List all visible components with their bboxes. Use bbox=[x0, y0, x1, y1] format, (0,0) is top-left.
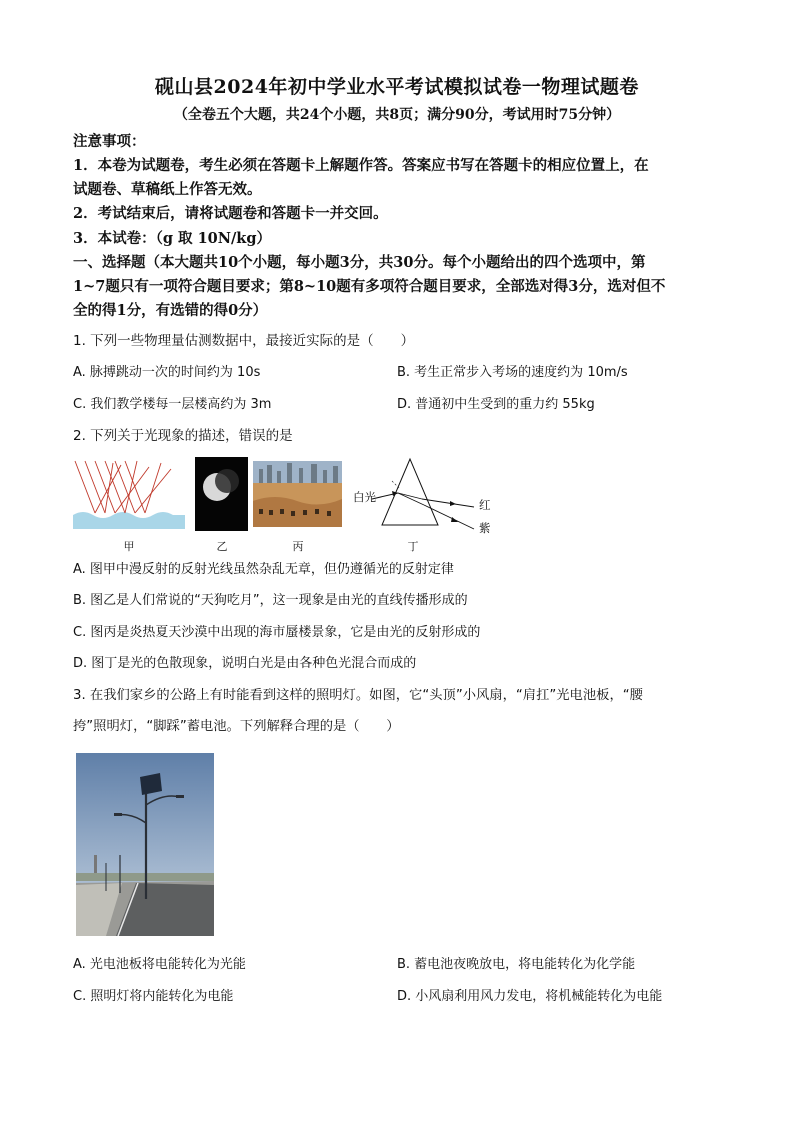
section-1-line-2: 1~7题只有一项符合题目要求；第8~10题有多项符合题目要求，全部选对得3分，选对但不 bbox=[73, 278, 666, 295]
question-3-stem-line-1: 3. 在我们家乡的公路上有时能看到这样的照明灯。如图，它“头顶”小风扇，“肩扛”光电池板，“腰 bbox=[73, 688, 643, 703]
question-1-stem: 1. 下列一些物理量估测数据中，最接近实际的是（ ） bbox=[73, 333, 415, 349]
exam-info: （全卷五个大题，共24个小题，共8页；满分90分，考试用时75分钟） bbox=[173, 107, 621, 123]
section-1-line-1: 一、选择题（本大题共10个小题，每小题3分，共30分。每个小题给出的四个选项中，第 bbox=[73, 254, 646, 271]
notice-item-3: 3．本试卷：（g 取 10N/kg） bbox=[73, 230, 271, 247]
figure-label-bing: 丙 bbox=[292, 540, 304, 553]
figure-label-jia: 甲 bbox=[123, 540, 135, 553]
question-3-option-d: D. 小风扇利用风力发电，将机械能转化为电能 bbox=[397, 989, 663, 1004]
question-3-option-c: C. 照明灯将内能转化为电能 bbox=[73, 989, 234, 1004]
question-2-option-c: C. 图丙是炎热夏天沙漠中出现的海市蜃楼景象，它是由光的反射形成的 bbox=[73, 625, 481, 640]
prism-white-light-label: 白光 bbox=[353, 490, 376, 504]
figure-label-ding: 丁 bbox=[407, 540, 419, 553]
section-1-line-3: 全的得1分，有选错的得0分） bbox=[73, 302, 268, 319]
diffuse-reflection-figure bbox=[73, 457, 185, 529]
question-3-stem-line-2: 挎”照明灯，“脚踩”蓄电池。下列解释合理的是（ ） bbox=[73, 719, 400, 734]
question-1-option-b: B. 考生正常步入考场的速度约为 10m/s bbox=[397, 365, 628, 380]
prism-purple-label: 紫 bbox=[479, 521, 491, 535]
question-1-option-a: A. 脉搏跳动一次的时间约为 10s bbox=[73, 365, 261, 380]
question-3-option-a: A. 光电池板将电能转化为光能 bbox=[73, 957, 246, 972]
question-2-option-b: B. 图乙是人们常说的“天狗吃月”，这一现象是由光的直线传播形成的 bbox=[73, 593, 468, 608]
solar-street-light-photo bbox=[76, 753, 214, 936]
question-3-option-b: B. 蓄电池夜晚放电，将电能转化为化学能 bbox=[397, 957, 636, 972]
question-2-stem: 2. 下列关于光现象的描述，错误的是 bbox=[73, 428, 293, 444]
notice-item-1-line-2: 试题卷、草稿纸上作答无效。 bbox=[73, 181, 262, 198]
question-1-option-d: D. 普通初中生受到的重力约 55kg bbox=[397, 397, 595, 412]
notice-item-1-line-1: 1．本卷为试题卷，考生必须在答题卡上解题作答。答案应书写在答题卡的相应位置上，在 bbox=[73, 157, 649, 174]
figure-label-yi: 乙 bbox=[216, 540, 228, 553]
question-2-option-d: D. 图丁是光的色散现象，说明白光是由各种色光混合而成的 bbox=[73, 656, 417, 671]
lunar-eclipse-photo bbox=[195, 457, 248, 531]
notice-heading: 注意事项： bbox=[73, 133, 146, 150]
prism-red-label: 红 bbox=[479, 498, 491, 512]
question-1-option-c: C. 我们教学楼每一层楼高约为 3m bbox=[73, 397, 272, 412]
question-2-option-a: A. 图甲中漫反射的反射光线虽然杂乱无章，但仍遵循光的反射定律 bbox=[73, 562, 454, 577]
desert-mirage-photo bbox=[253, 461, 342, 527]
notice-item-2: 2．考试结束后，请将试题卷和答题卡一并交回。 bbox=[73, 205, 388, 222]
page-title: 砚山县2024年初中学业水平考试模拟试卷一物理试题卷 bbox=[155, 76, 639, 98]
